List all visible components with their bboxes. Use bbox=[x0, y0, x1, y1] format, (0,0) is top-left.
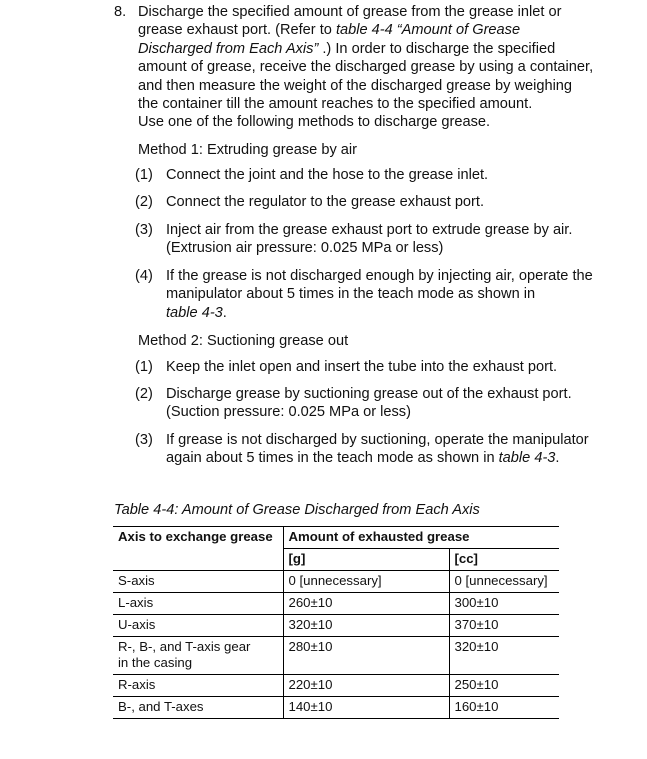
header-unit-cc: [cc] bbox=[449, 549, 559, 571]
item-line bbox=[166, 239, 626, 257]
item-number: (3) bbox=[135, 432, 153, 448]
text-run: Discharge grease by suctioning grease out of the exhaust port. bbox=[166, 386, 572, 402]
reference-text: Discharged from Each Axis” bbox=[138, 40, 319, 57]
table-row bbox=[113, 615, 559, 637]
step-line bbox=[138, 21, 618, 39]
item-text bbox=[166, 193, 626, 211]
item-text bbox=[166, 358, 626, 376]
text-run: and then measure the weight of the discharged grease by weighing bbox=[138, 77, 573, 94]
table-row bbox=[113, 593, 559, 615]
item-line bbox=[166, 431, 626, 449]
grams-cell: 140±10 bbox=[283, 697, 449, 719]
step-line bbox=[138, 58, 618, 76]
item-number: (4) bbox=[135, 268, 153, 284]
header-amount: Amount of exhausted grease bbox=[283, 527, 559, 549]
text-run: the container till the amount reaches to the specified amount. bbox=[138, 96, 533, 113]
item-number: (2) bbox=[135, 194, 153, 210]
text-run: (Extrusion air pressure: 0.025 MPa or less) bbox=[166, 240, 444, 257]
item-text bbox=[166, 221, 626, 258]
grease-amount-table bbox=[113, 526, 559, 719]
item-number: (3) bbox=[135, 222, 153, 238]
text-run: manipulator about 5 times in the teach mode as shown in bbox=[166, 286, 536, 303]
step-8-text bbox=[138, 3, 618, 132]
method-1-title: Method 1: Extruding grease by air bbox=[138, 142, 358, 158]
text-run: Connect the regulator to the grease exhaust port. bbox=[166, 194, 485, 210]
text-run: If the grease is not discharged enough by injecting air, operate the bbox=[166, 268, 593, 284]
item-line bbox=[166, 385, 626, 403]
text-run: Connect the joint and the hose to the grease inlet. bbox=[166, 167, 489, 183]
reference-text: table 4-3 bbox=[166, 304, 223, 321]
text-run: (Suction pressure: 0.025 MPa or less) bbox=[166, 404, 411, 421]
item-line bbox=[166, 267, 626, 285]
table-row bbox=[113, 697, 559, 719]
text-run: .) In order to discharge the specified bbox=[318, 40, 556, 57]
text-run: again about 5 times in the teach mode as shown in bbox=[166, 450, 499, 467]
axis-cell: R-, B-, and T-axis gear in the casing bbox=[113, 637, 283, 675]
item-line bbox=[166, 403, 626, 421]
reference-text: table 4-4 “Amount of Grease bbox=[335, 22, 521, 39]
text-run: Use one of the following methods to discharge grease. bbox=[138, 114, 491, 131]
step-line bbox=[138, 40, 618, 58]
item-line bbox=[166, 358, 626, 376]
text-run: Inject air from the grease exhaust port to extrude grease by air. bbox=[166, 222, 573, 238]
item-text bbox=[166, 267, 626, 322]
text-run: . bbox=[222, 304, 227, 321]
header-axis: Axis to exchange grease bbox=[113, 527, 283, 571]
item-text bbox=[166, 431, 626, 468]
item-line bbox=[166, 449, 626, 467]
item-line bbox=[166, 193, 626, 211]
item-line bbox=[166, 221, 626, 239]
text-run: amount of grease, receive the discharged grease by using a container, bbox=[138, 59, 594, 76]
step-line bbox=[138, 113, 618, 131]
item-line bbox=[166, 166, 626, 184]
item-number: (1) bbox=[135, 359, 153, 375]
text-run: Keep the inlet open and insert the tube into the exhaust port. bbox=[166, 359, 558, 375]
text-run: Discharge the specified amount of grease from the grease inlet or bbox=[138, 4, 562, 20]
table-row bbox=[113, 637, 559, 675]
reference-text: table 4-3 bbox=[498, 450, 556, 467]
grams-cell: 220±10 bbox=[283, 675, 449, 697]
item-line bbox=[166, 304, 626, 322]
axis-cell: S-axis bbox=[113, 571, 283, 593]
axis-cell: L-axis bbox=[113, 593, 283, 615]
cc-cell: 320±10 bbox=[449, 637, 559, 675]
table-header-row bbox=[113, 527, 559, 549]
step-number: 8. bbox=[114, 4, 127, 20]
text-run: . bbox=[555, 450, 560, 467]
grams-cell: 260±10 bbox=[283, 593, 449, 615]
grams-cell: 320±10 bbox=[283, 615, 449, 637]
axis-cell: B-, and T-axes bbox=[113, 697, 283, 719]
cc-cell: 300±10 bbox=[449, 593, 559, 615]
table-row bbox=[113, 675, 559, 697]
cc-cell: 370±10 bbox=[449, 615, 559, 637]
item-number: (2) bbox=[135, 386, 153, 402]
step-line bbox=[138, 95, 618, 113]
table-caption: Table 4-4: Amount of Grease Discharged from Each Axis bbox=[114, 502, 480, 518]
grams-cell: 280±10 bbox=[283, 637, 449, 675]
header-unit-g: [g] bbox=[283, 549, 449, 571]
item-number: (1) bbox=[135, 167, 153, 183]
axis-cell: U-axis bbox=[113, 615, 283, 637]
table-row bbox=[113, 571, 559, 593]
item-line bbox=[166, 285, 626, 303]
method-2-title: Method 2: Suctioning grease out bbox=[138, 333, 349, 349]
step-line bbox=[138, 3, 618, 21]
cc-cell: 0 [unnecessary] bbox=[449, 571, 559, 593]
cc-cell: 160±10 bbox=[449, 697, 559, 719]
axis-cell: R-axis bbox=[113, 675, 283, 697]
text-run: grease exhaust port. (Refer to bbox=[138, 22, 336, 39]
cc-cell: 250±10 bbox=[449, 675, 559, 697]
text-run: If grease is not discharged by suctioning, operate the manipulator bbox=[166, 432, 589, 448]
item-text bbox=[166, 385, 626, 422]
step-line bbox=[138, 77, 618, 95]
item-text bbox=[166, 166, 626, 184]
grams-cell: 0 [unnecessary] bbox=[283, 571, 449, 593]
